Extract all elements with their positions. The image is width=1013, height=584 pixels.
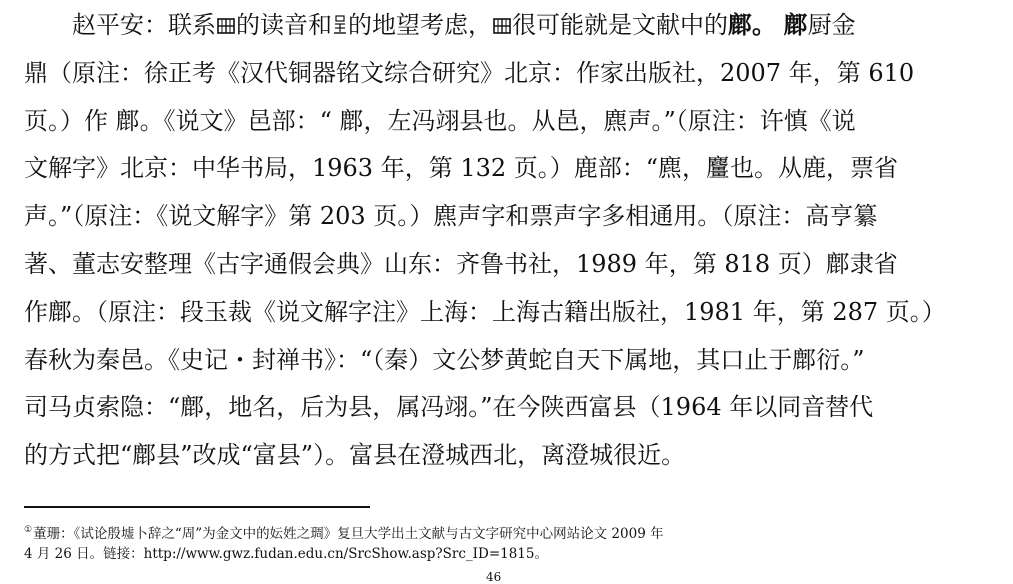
body-line-3: 页。）作 鄜。《说文》邑部：“ 鄜，左冯翊县也。从邑，麃声。”（原注：许慎《说 [24, 107, 856, 135]
character-glyph-stacked-icon [333, 15, 347, 35]
body-line-8: 春秋为秦邑。《史记・封禅书》：“（秦）文公梦黄蛇自天下属地，其口止于鄜衍。” [24, 346, 865, 374]
body-line-4: 文解字》北京：中华书局，1963 年，第 132 页。）鹿部：“麃，麠也。从鹿，票省 [24, 154, 899, 182]
footnote-line-2 [24, 545, 974, 563]
footnote-line-1 [24, 521, 974, 543]
line-1-part-f: 鄜 [783, 10, 808, 39]
footnote-divider [24, 506, 370, 508]
line-1-part-g: 厨金 [807, 11, 856, 39]
line-1-part-c: 的地望考虑， [348, 11, 492, 39]
character-glyph-field-icon [217, 17, 235, 35]
footnote-text-1: 董珊：《试论殷墟卜辞之“周”为金文中的妘姓之琱》复旦大学出土文献与古文字研究中心网站论文 2009 年 [33, 526, 664, 542]
character-glyph-field-icon-2 [493, 17, 511, 35]
footnote-marker: ① [24, 525, 33, 535]
body-line-5: 声。”（原注：《说文解字》第 203 页。）麃声字和票声字多相通用。（原注：高亨纂 [24, 202, 878, 230]
footnote-text-2: 4 月 26 日。链接：http://www.gwz.fudan.edu.cn/SrcShow.asp?Src_ID=1815。 [24, 546, 548, 562]
body-line-7: 作鄜。（原注：段玉裁《说文解字注》上海：上海古籍出版社，1981 年，第 287 页。） [24, 298, 946, 326]
line-1-part-a: 赵平安：联系 [72, 11, 216, 39]
page-number: 46 [486, 570, 502, 584]
line-1-part-e: 鄜。 [728, 10, 776, 39]
line-1-part-d: 很可能就是文献中的 [512, 11, 728, 39]
body-line-9: 司马贞索隐：“鄜，地名，后为县，属冯翊。”在今陕西富县（1964 年以同音替代 [24, 393, 874, 421]
line-1-part-b: 的读音和 [236, 11, 332, 39]
body-line-1 [72, 10, 964, 40]
body-line-2: 鼎（原注：徐正考《汉代铜器铭文综合研究》北京：作家出版社，2007 年，第 610 [24, 59, 915, 87]
body-line-10: 的方式把“鄜县”改成“富县”）。富县在澄城西北，离澄城很近。 [24, 441, 686, 469]
body-line-6: 著、董志安整理《古字通假会典》山东：齐鲁书社，1989 年，第 818 页）鄜隶省 [24, 250, 898, 278]
